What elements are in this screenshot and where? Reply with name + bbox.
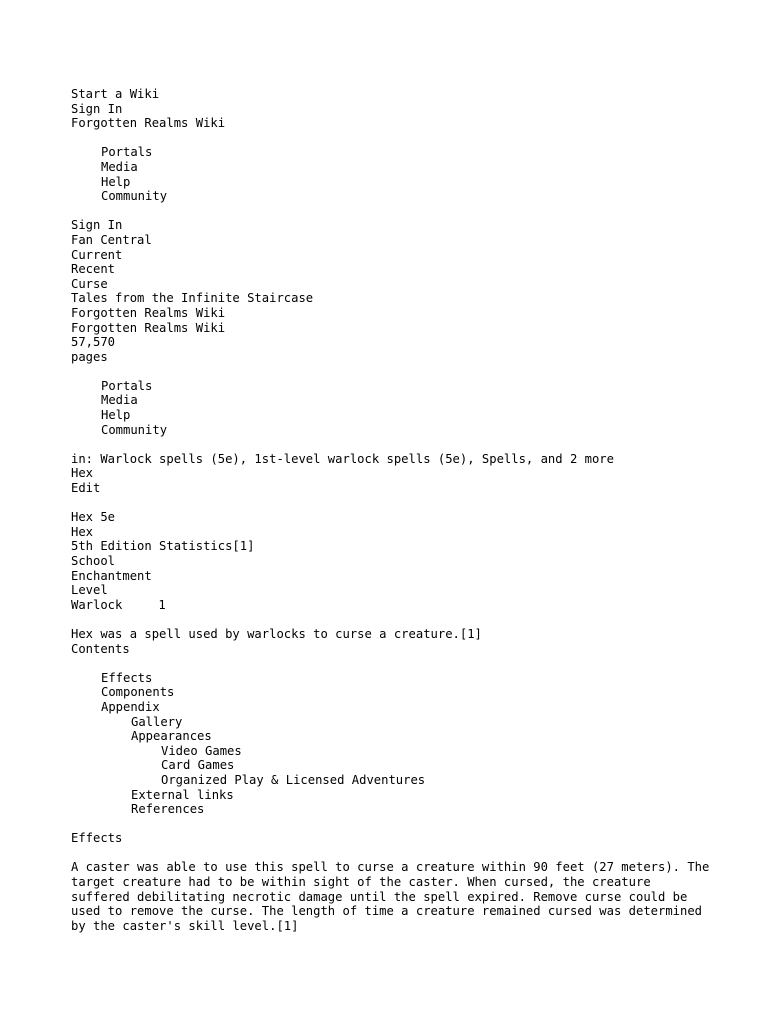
effects-paragraph: A caster was able to use this spell to curse a creature within 90 feet (27 meters). The target creature had to be within sight of the caster. When cursed, the creature suffered debilitating necrotic damage until the spell expired. Remove curse could be used to remove the curse. The length of time a creature remained cursed was determined by the caster's skill level.[1]: [71, 860, 710, 933]
table-of-contents: [71, 642, 731, 817]
page-title: Hex: [71, 466, 94, 481]
curse-link[interactable]: Curse: [71, 276, 108, 291]
school-label: School: [71, 554, 116, 568]
level-class-link[interactable]: Warlock: [71, 597, 123, 612]
infobox-heading: Hex 5e: [71, 510, 116, 525]
nav2-item-help[interactable]: Help: [101, 408, 131, 423]
toc-item-card-games[interactable]: Card Games: [161, 758, 235, 773]
toc-item-external-links[interactable]: External links: [131, 787, 234, 802]
edit-button[interactable]: Edit: [71, 481, 101, 496]
infobox-name: Hex: [71, 524, 94, 539]
secondary-nav: [71, 379, 731, 437]
recent-link[interactable]: Recent: [71, 262, 116, 277]
sign-in-link[interactable]: Sign In: [71, 101, 123, 116]
toc-heading: Contents: [71, 641, 130, 656]
infobox: [71, 510, 731, 612]
nav-item-media[interactable]: Media: [101, 159, 138, 174]
nav2-item-portals[interactable]: Portals: [101, 378, 153, 393]
toc-item-effects[interactable]: Effects: [101, 670, 153, 685]
school-value-link[interactable]: Enchantment: [71, 568, 152, 583]
toc-item-gallery[interactable]: Gallery: [131, 714, 183, 729]
site-name-link[interactable]: Forgotten Realms Wiki: [71, 116, 226, 131]
toc-item-organized-play[interactable]: Organized Play & Licensed Adventures: [161, 772, 426, 787]
page-count: 57,570: [71, 335, 116, 350]
primary-nav: [71, 145, 731, 203]
nav2-item-media[interactable]: Media: [101, 393, 138, 408]
current-link[interactable]: Current: [71, 247, 123, 262]
nav-item-portals[interactable]: Portals: [101, 145, 153, 160]
nav-item-community[interactable]: Community: [101, 189, 168, 204]
infobox-stats-heading: 5th Edition Statistics[1]: [71, 539, 255, 554]
level-label: Level: [71, 583, 108, 598]
page-content: [71, 87, 731, 933]
toc-item-video-games[interactable]: Video Games: [161, 743, 242, 758]
tales-link[interactable]: Tales from the Infinite Staircase: [71, 291, 314, 306]
intro-paragraph: Hex was a spell used by warlocks to curse a creature.[1]: [71, 626, 482, 641]
toc-item-appendix[interactable]: Appendix: [101, 699, 160, 714]
account-section: [71, 218, 731, 364]
category-list[interactable]: in: Warlock spells (5e), 1st-level warlock spells (5e), Spells, and 2 more: [71, 451, 614, 466]
nav-item-help[interactable]: Help: [101, 174, 131, 189]
effects-heading: Effects: [71, 831, 123, 846]
level-value: 1: [158, 597, 166, 612]
pages-label: pages: [71, 349, 108, 364]
site-title-link[interactable]: Forgotten Realms Wiki: [71, 320, 226, 335]
toc-item-components[interactable]: Components: [101, 685, 175, 700]
account-sign-in-link[interactable]: Sign In: [71, 218, 123, 233]
fan-central-link[interactable]: Fan Central: [71, 232, 152, 247]
site-logo-link[interactable]: Forgotten Realms Wiki: [71, 305, 226, 320]
start-wiki-link[interactable]: Start a Wiki: [71, 87, 160, 101]
toc-item-references[interactable]: References: [131, 802, 205, 817]
nav2-item-community[interactable]: Community: [101, 422, 168, 437]
toc-item-appearances[interactable]: Appearances: [131, 729, 212, 744]
